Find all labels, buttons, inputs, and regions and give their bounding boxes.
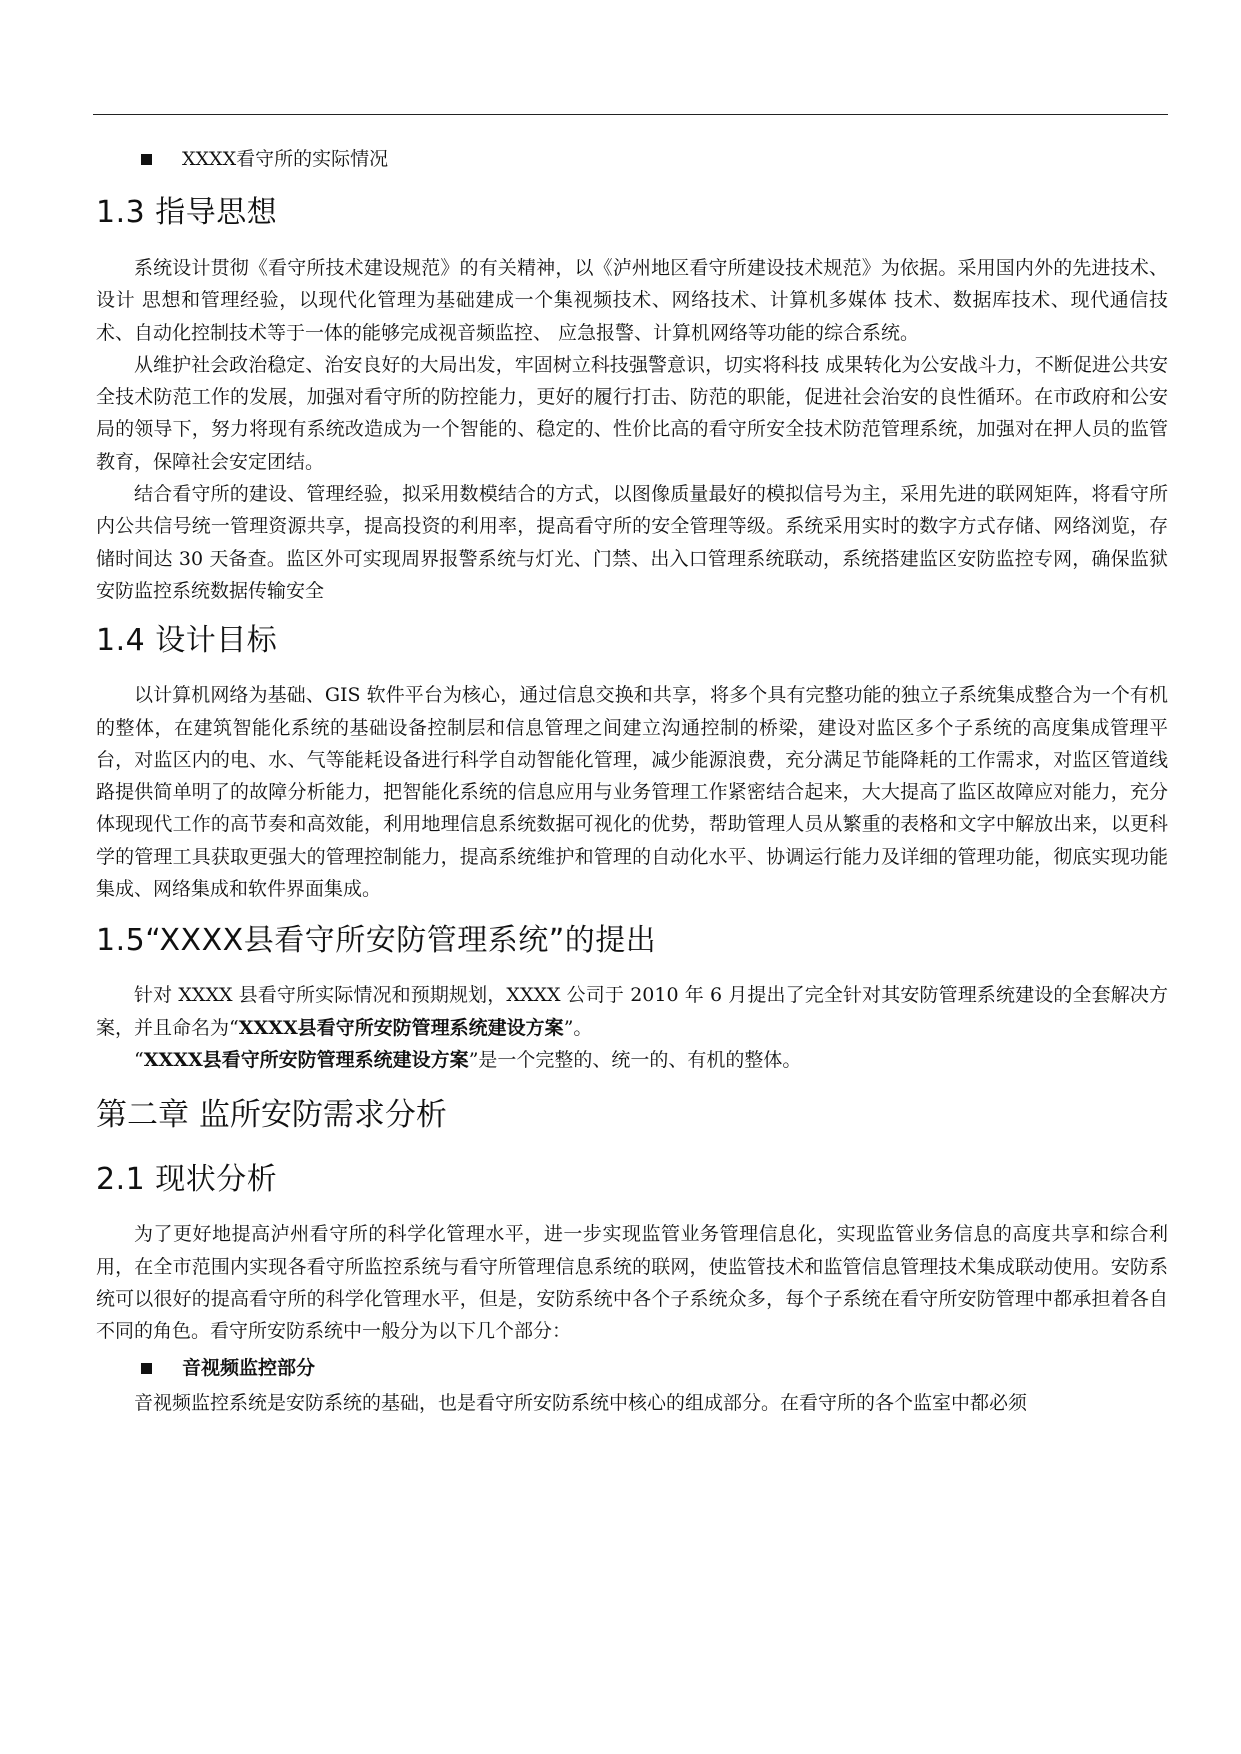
header-rule [93, 114, 1168, 115]
bullet-item [96, 1353, 1168, 1383]
paragraph: 音视频监控系统是安防系统的基础，也是看守所安防系统中核心的组成部分。在看守所的各个监室中都必须 [134, 1392, 1028, 1415]
chapter-heading: 第二章 监所安防需求分析 [96, 1097, 447, 1134]
section-heading-2-1: 2.1 现状分析 [96, 1162, 278, 1198]
document-body [96, 140, 1168, 1420]
paragraph: 系统设计贯彻《看守所技术建设规范》的有关精神，以《泸州地区看守所建设技术规范》为依据。采用国内外的先进技术、设计 思想和管理经验，以现代化管理为基础建成一个集视频技术、网络技术、计算机多媒体 技术、数据库技术、现代通信技术、自动化控制技术等于一体的能够完成视音频监控、 应急报警、计算机网络等功能的综合系统。 [96, 257, 1168, 344]
bullet-item [96, 144, 1168, 174]
section-heading-1-5: 1.5“XXXX县看守所安防管理系统”的提出 [96, 923, 657, 959]
square-bullet-icon [141, 1363, 152, 1374]
paragraph: 针对 XXXX 县看守所实际情况和预期规划，XXXX 公司于 2010 年 6 月提出了完全针对其安防管理系统建设的全套解决方案，并且命名为“XXXX县看守所安防管理系统建设方案”。 [96, 984, 1168, 1039]
paragraph: 以计算机网络为基础、GIS 软件平台为核心，通过信息交换和共享，将多个具有完整功能的独立子系统集成整合为一个有机的整体，在建筑智能化系统的基础设备控制层和信息管理之间建立沟通控制的桥梁，建设对监区多个子系统的高度集成管理平台，对监区内的电、水、气等能耗设备进行科学自动智能化管理，减少能源浪费，充分满足节能降耗的工作需求，对监区管道线路提供简单明了的故障分析能力，把智能化系统的信息应用与业务管理工作紧密结合起来，大大提高了监区故障应对能力，充分体现现代工作的高节奏和高效能，利用地理信息系统数据可视化的优势，帮助管理人员从繁重的表格和文字中解放出来，以更科学的管理工具获取更强大的管理控制能力，提高系统维护和管理的自动化水平、协调运行能力及详细的管理功能，彻底实现功能集成、网络集成和软件界面集成。 [96, 684, 1168, 901]
paragraph: “XXXX县看守所安防管理系统建设方案”是一个完整的、统一的、有机的整体。 [134, 1048, 802, 1071]
paragraph: 为了更好地提高泸州看守所的科学化管理水平，进一步实现监管业务管理信息化，实现监管业务信息的高度共享和综合利用，在全市范围内实现各看守所监控系统与看守所管理信息系统的联网，使监管技术和监管信息管理技术集成联动使用。安防系统可以很好的提高看守所的科学化管理水平，但是，安防系统中各个子系统众多，每个子系统在看守所安防管理中都承担着各自不同的角色。看守所安防系统中一般分为以下几个部分： [96, 1223, 1168, 1343]
bullet-text: XXXX看守所的实际情况 [182, 148, 389, 170]
paragraph: 从维护社会政治稳定、治安良好的大局出发，牢固树立科技强警意识，切实将科技 成果转化为公安战斗力，不断促进公共安全技术防范工作的发展，加强对看守所的防控能力，更好的履行打击、防范的职能，促进社会治安的良性循环。在市政府和公安局的领导下，努力将现有系统改造成为一个智能的、稳定的、性价比高的看守所安全技术防范管理系统，加强对在押人员的监管教育，保障社会安定团结。 [96, 353, 1168, 473]
bold-title: XXXX县看守所安防管理系统建设方案 [143, 1048, 469, 1071]
bold-title: XXXX县看守所安防管理系统建设方案 [238, 1016, 564, 1039]
bullet-text: 音视频监控部分 [182, 1357, 316, 1380]
square-bullet-icon [141, 154, 152, 165]
paragraph: 结合看守所的建设、管理经验，拟采用数模结合的方式，以图像质量最好的模拟信号为主，采用先进的联网矩阵，将看守所内公共信号统一管理资源共享，提高投资的利用率，提高看守所的安全管理等级。系统采用实时的数字方式存储、网络浏览，存储时间达 30 天备查。监区外可实现周界报警系统与灯光、门禁、出入口管理系统联动，系统搭建监区安防监控专网，确保监狱安防监控系统数据传输安全 [96, 483, 1168, 602]
section-heading-1-4: 1.4 设计目标 [96, 623, 278, 659]
section-heading-1-3: 1.3 指导思想 [96, 195, 278, 230]
